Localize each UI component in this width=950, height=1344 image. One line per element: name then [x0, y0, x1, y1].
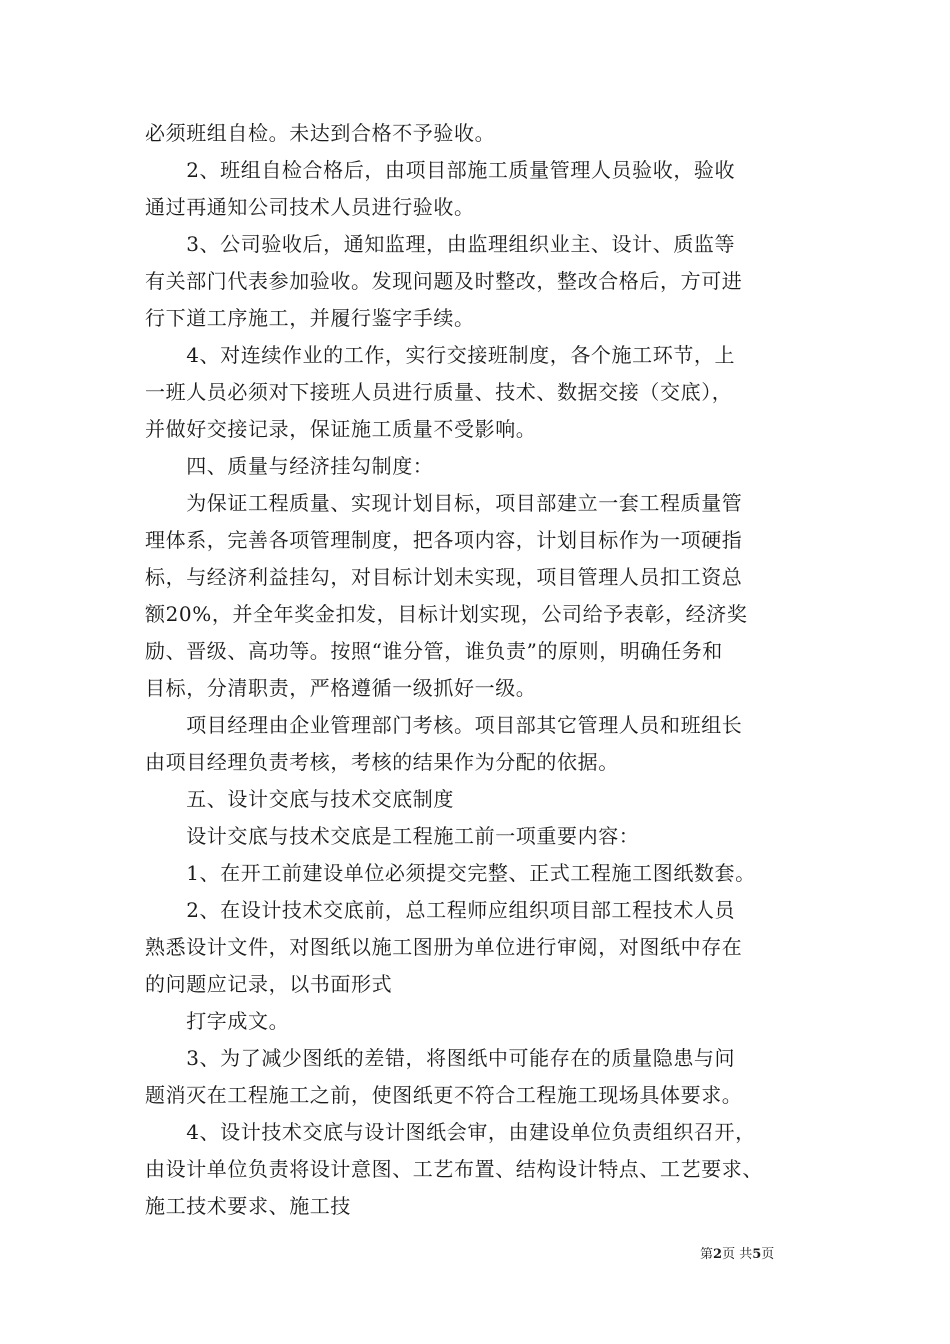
page-number-footer [700, 1247, 774, 1263]
text-line: 行下道工序施工，并履行鉴字手续。 [145, 306, 475, 330]
text-line: 3、为了减少图纸的差错，将图纸中可能存在的质量隐患与问 [145, 1046, 736, 1070]
text-line: 4、对连续作业的工作，实行交接班制度，各个施工环节，上 [145, 343, 736, 367]
footer-suffix: 页 [761, 1247, 775, 1262]
section-heading: 五、设计交底与技术交底制度 [145, 787, 454, 811]
text-line: 由设计单位负责将设计意图、工艺布置、结构设计特点、工艺要求、 [145, 1157, 763, 1181]
current-page-number: 2 [713, 1247, 723, 1262]
text-line: 施工技术要求、施工技 [145, 1194, 351, 1218]
text-line: 由项目经理负责考核，考核的结果作为分配的依据。 [145, 750, 619, 774]
text-line: 2、班组自检合格后，由项目部施工质量管理人员验收，验收 [145, 158, 736, 182]
text-line: 项目经理由企业管理部门考核。项目部其它管理人员和班组长 [145, 713, 743, 737]
total-pages-number: 5 [752, 1247, 762, 1262]
section-heading: 四、质量与经济挂勾制度： [145, 454, 434, 478]
text-line: 的问题应记录，以书面形式 [145, 972, 393, 996]
text-line: 2、在设计技术交底前，总工程师应组织项目部工程技术人员 [145, 898, 736, 922]
text-line: 熟悉设计文件，对图纸以施工图册为单位进行审阅，对图纸中存在 [145, 935, 743, 959]
text-line: 励、晋级、高功等。按照“谁分管，谁负责”的原则，明确任务和 [145, 639, 723, 663]
text-line: 有关部门代表参加验收。发现问题及时整改，整改合格后，方可进 [145, 269, 743, 293]
text-line: 一班人员必须对下接班人员进行质量、技术、数据交接（交底）， [145, 380, 733, 404]
text-line: 理体系，完善各项管理制度，把各项内容，计划目标作为一项硬指 [145, 528, 743, 552]
text-line: 目标，分清职责，严格遵循一级抓好一级。 [145, 676, 537, 700]
text-line: 4、设计技术交底与设计图纸会审，由建设单位负责组织召开， [145, 1120, 756, 1144]
text-line: 并做好交接记录，保证施工质量不受影响。 [145, 417, 537, 441]
text-line: 为保证工程质量、实现计划目标，项目部建立一套工程质量管 [145, 491, 743, 515]
text-line: 设计交底与技术交底是工程施工前一项重要内容： [145, 824, 640, 848]
text-line: 1、在开工前建设单位必须提交完整、正式工程施工图纸数套。 [145, 861, 756, 885]
text-line: 额20%，并全年奖金扣发，目标计划实现，公司给予表彰，经济奖 [145, 602, 748, 626]
text-line: 题消灭在工程施工之前，使图纸更不符合工程施工现场具体要求。 [145, 1083, 743, 1107]
text-line: 标，与经济利益挂勾，对目标计划未实现，项目管理人员扣工资总 [145, 565, 743, 589]
text-line: 通过再通知公司技术人员进行验收。 [145, 195, 475, 219]
footer-middle: 页 共 [722, 1247, 753, 1262]
text-line: 必须班组自检。未达到合格不予验收。 [145, 121, 496, 145]
footer-prefix: 第 [700, 1247, 714, 1262]
text-line: 打字成文。 [145, 1009, 290, 1033]
text-line: 3、公司验收后，通知监理，由监理组织业主、设计、质监等 [145, 232, 736, 256]
